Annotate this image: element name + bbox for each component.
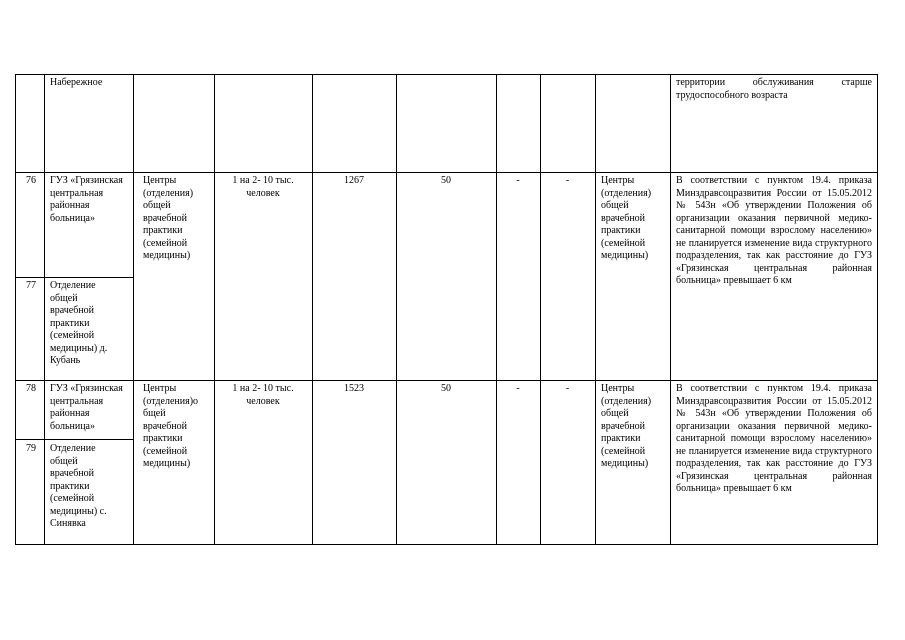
row-divider bbox=[15, 380, 877, 381]
column-border bbox=[15, 74, 16, 545]
data-table bbox=[15, 74, 877, 544]
cell-name-continued: Набережное bbox=[50, 77, 103, 88]
cell-organization: Отделение общей врачебной практики (семейной медицины) с. Синявка bbox=[50, 443, 107, 529]
cell-distance: 50 bbox=[441, 383, 451, 394]
cell-col6: - bbox=[516, 175, 520, 186]
cell-planned-type: Центры (отделения) общей врачебной практики (семейной медицины) bbox=[601, 383, 652, 469]
cell-col7: - bbox=[565, 383, 570, 394]
column-border bbox=[877, 74, 878, 545]
column-border bbox=[670, 74, 671, 545]
column-border bbox=[133, 74, 134, 545]
cell-organization: ГУЗ «Грязинская центральная районная больница» bbox=[50, 383, 123, 432]
column-border bbox=[312, 74, 313, 545]
cell-number: 78 bbox=[26, 383, 36, 394]
cell-note-continued: территории обслуживания старше трудоспособного возраста bbox=[676, 77, 872, 101]
table-top-border bbox=[15, 74, 877, 75]
cell-type: Центры (отделения)о бщей врачебной практики (семейной медицины) bbox=[143, 383, 199, 469]
cell-population: 1523 bbox=[344, 383, 364, 394]
cell-col7: - bbox=[565, 175, 570, 186]
cell-number: 79 bbox=[26, 443, 36, 454]
table-bottom-border bbox=[15, 544, 877, 545]
column-border bbox=[595, 74, 596, 545]
column-border bbox=[214, 74, 215, 545]
column-border bbox=[396, 74, 397, 545]
column-border bbox=[44, 74, 45, 545]
column-border bbox=[496, 74, 497, 545]
cell-population: 1267 bbox=[344, 175, 364, 186]
row-divider bbox=[15, 172, 877, 173]
cell-number: 76 bbox=[26, 175, 36, 186]
cell-planned-type: Центры (отделения) общей врачебной практики (семейной медицины) bbox=[601, 175, 652, 261]
cell-note: В соответствии с пунктом 19.4. приказа Минздравсоцразвития России от 15.05.2012 № 543н «Об утверждении Положения об организации оказания первичной медико-санитарной помощи взрослому населению» не планируется изменение вида структурного подразделения, так как расстояние до ГУЗ «Грязинская центральная районная больница» превышает 6 км bbox=[676, 175, 872, 286]
cell-organization: Отделение общей врачебной практики (семейной медицины) д. Кубань bbox=[50, 280, 108, 366]
cell-distance: 50 bbox=[441, 175, 451, 186]
column-border bbox=[540, 74, 541, 545]
cell-note: В соответствии с пунктом 19.4. приказа Минздравсоцразвития России от 15.05.2012 № 543н «Об утверждении Положения об организации оказания первичной медико-санитарной помощи взрослому населению» не планируется изменение вида структурного подразделения, так как расстояние до ГУЗ «Грязинская центральная районная больница» превышает 6 км bbox=[676, 383, 872, 494]
cell-number: 77 bbox=[26, 280, 36, 291]
cell-organization: ГУЗ «Грязинская центральная районная больница» bbox=[50, 175, 123, 224]
cell-type: Центры (отделения) общей врачебной практики (семейной медицины) bbox=[143, 175, 194, 261]
subrow-divider bbox=[15, 277, 133, 278]
cell-norm: 1 на 2- 10 тыс. человек bbox=[232, 175, 294, 199]
subrow-divider bbox=[15, 439, 133, 440]
cell-norm: 1 на 2- 10 тыс. человек bbox=[232, 383, 294, 407]
cell-col6: - bbox=[516, 383, 520, 394]
